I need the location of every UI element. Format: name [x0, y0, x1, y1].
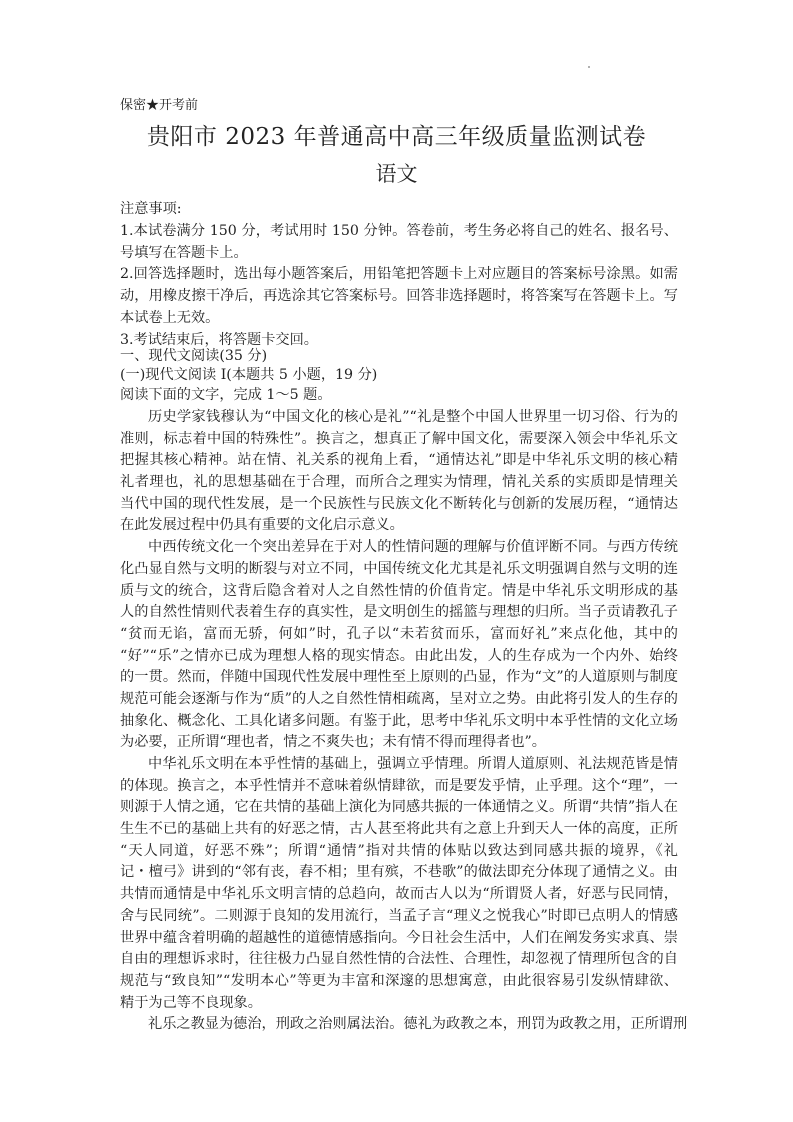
passage-line: 在此发展过程中仍具有重要的文化启示意义。 — [120, 517, 404, 534]
scan-speck — [588, 66, 590, 68]
notice-heading: 注意事项: — [120, 201, 182, 217]
passage-line: “贫而无谄，富而无骄，何如”时，孔子以“未若贫而乐，富而好礼”来点化他，其中的 — [120, 625, 678, 642]
notice-line: 本试卷上无效。 — [120, 309, 220, 326]
subsection-heading: (一)现代文阅读 I(本题共 5 小题，19 分) — [120, 367, 378, 383]
passage-line: 中华礼乐文明在本乎性情的基础上，强调立乎情理。所谓人道原则、礼法规范皆是情 — [148, 756, 678, 772]
reading-passage — [120, 407, 688, 1036]
passage-line: 生生不已的基础上共有的好恶之情，古人甚至将此共有之意上升到天人一体的高度，正所 — [120, 821, 678, 838]
notice-line: 动，用橡皮擦干净后，再选涂其它答案标号。回答非选择题时，将答案写在答题卡上。写 — [120, 288, 678, 305]
section-header — [120, 347, 678, 406]
passage-line: “好”“乐”之情亦已成为理想人格的现实情态。由此出发，人的生存成为一个内外、始终 — [120, 647, 678, 664]
passage-line: 当代中国的现代性发展，是一个民族性与民族文化不断转化与创新的发展历程，“通情达 — [120, 495, 678, 512]
passage-line: 人的自然性情则代表着生存的真实性，是文明创生的摇篮与理想的归所。当子贡请教孔子 — [120, 604, 678, 621]
notice-lines — [120, 221, 678, 352]
confidential-label: 保密★开考前 — [120, 98, 199, 113]
passage-line: 抽象化、概念化、工具化诸多问题。有鉴于此，思考中华礼乐文明中本乎性情的文化立场 — [120, 712, 678, 729]
passage-line: 精于为己等不良现象。 — [120, 994, 262, 1011]
passage-line: 历史学家钱穆认为“中国文化的核心是礼”“礼是整个中国人世界里一切习俗、行为的 — [148, 409, 678, 425]
passage-line: 化凸显自然与文明的断裂与对立不同，中国传统文化尤其是礼乐文明强调自然与文明的连 — [120, 560, 678, 577]
passage-line: 则源于人情之通，它在共情的基础上演化为同感共振的一体通情之义。所谓“共情”指人在 — [120, 799, 678, 816]
passage-line: 世界中蕴含着明确的超越性的道德情感指向。今日社会生活中，人们在阐发务实求真、崇 — [120, 929, 678, 946]
passage-line: 自由的理想诉求时，往往极力凸显自然性情的合法性、合理性，却忽视了情理所包含的自 — [120, 951, 678, 968]
passage-line: 礼者理也，礼的思想基础在于合理，而所合之理实为情理，情礼关系的实质即是情理关 — [120, 474, 678, 491]
passage-line: 准则，标志着中国的特殊性”。换言之，想真正了解中国文化，需要深入领会中华礼乐文 — [120, 430, 678, 447]
subject-title: 语文 — [375, 162, 418, 186]
passage-line: 共情而通情是中华礼乐文明言情的总趋向，故而古人以为“所谓贤人者，好恶与民同情， — [120, 886, 678, 903]
notice-line: 号填写在答题卡上。 — [120, 244, 248, 261]
passage-line: “天人同道，好恶不殊”；所谓“通情”指对共情的体贴以致达到同感共振的境界，《礼 — [120, 842, 678, 859]
passage-line: 中西传统文化一个突出差异在于对人的性情问题的理解与价值评断不同。与西方传统 — [148, 539, 678, 556]
passage-line: 礼乐之教显为德治，刑政之治则属法治。德礼为政教之本，刑罚为政教之用，正所谓刑 — [148, 1016, 688, 1033]
passage-line: 质与文的统合，这背后隐含着对人之自然性情的价值肯定。情是中华礼乐文明形成的基 — [120, 582, 678, 599]
notice-line: 2.回答选择题时，选出每小题答案后，用铅笔把答题卡上对应题目的答案标号涂黑。如需 — [120, 266, 678, 283]
exam-title: 贵阳市 2023 年普通高中高三年级质量监测试卷 — [146, 124, 647, 150]
passage-line: 规范可能会逐渐与作为“质”的人之自然性情相疏离，呈对立之势。由此将引发人的生存的 — [120, 690, 678, 707]
passage-line: 把握其核心精神。站在情、礼关系的视角上看，“通情达礼”即是中华礼乐文明的核心精 — [120, 452, 678, 469]
passage-line: 的一贯。然而，伴随中国现代性发展中理性至上原则的凸显，作为“文”的人道原则与制度 — [120, 669, 678, 686]
passage-line: 规范与“致良知”“发明本心”等更为丰富和深邃的思想寓意，由此很容易引发纵情肆欲、 — [120, 972, 678, 989]
reading-instruction: 阅读下面的文字，完成 1～5 题。 — [120, 387, 332, 403]
section-heading: 一、现代文阅读(35 分) — [120, 348, 268, 364]
notice-line: 3.考试结束后，将答题卡交回。 — [120, 331, 318, 348]
notice-line: 1.本试卷满分 150 分，考试用时 150 分钟。答卷前，考生务必将自己的姓名、报名号、 — [120, 222, 678, 239]
notice-section — [120, 199, 678, 352]
passage-line: 舍与民同统”。二则源于良知的发用流行，当孟子言“理义之悦我心”时即已点明人的情感 — [120, 907, 678, 924]
passage-line: 记・檀弓》讲到的“邻有丧，舂不相；里有殡，不巷歌”的做法即充分体现了通情之义。由 — [120, 864, 678, 881]
passage-line: 的体现。换言之，本乎性情并不意味着纵情肆欲，而是要发乎情，止乎理。这个“理”，一 — [120, 777, 678, 794]
passage-line: 为必要，正所谓“理也者，情之不爽失也；未有情不得而理得者也”。 — [120, 734, 546, 751]
